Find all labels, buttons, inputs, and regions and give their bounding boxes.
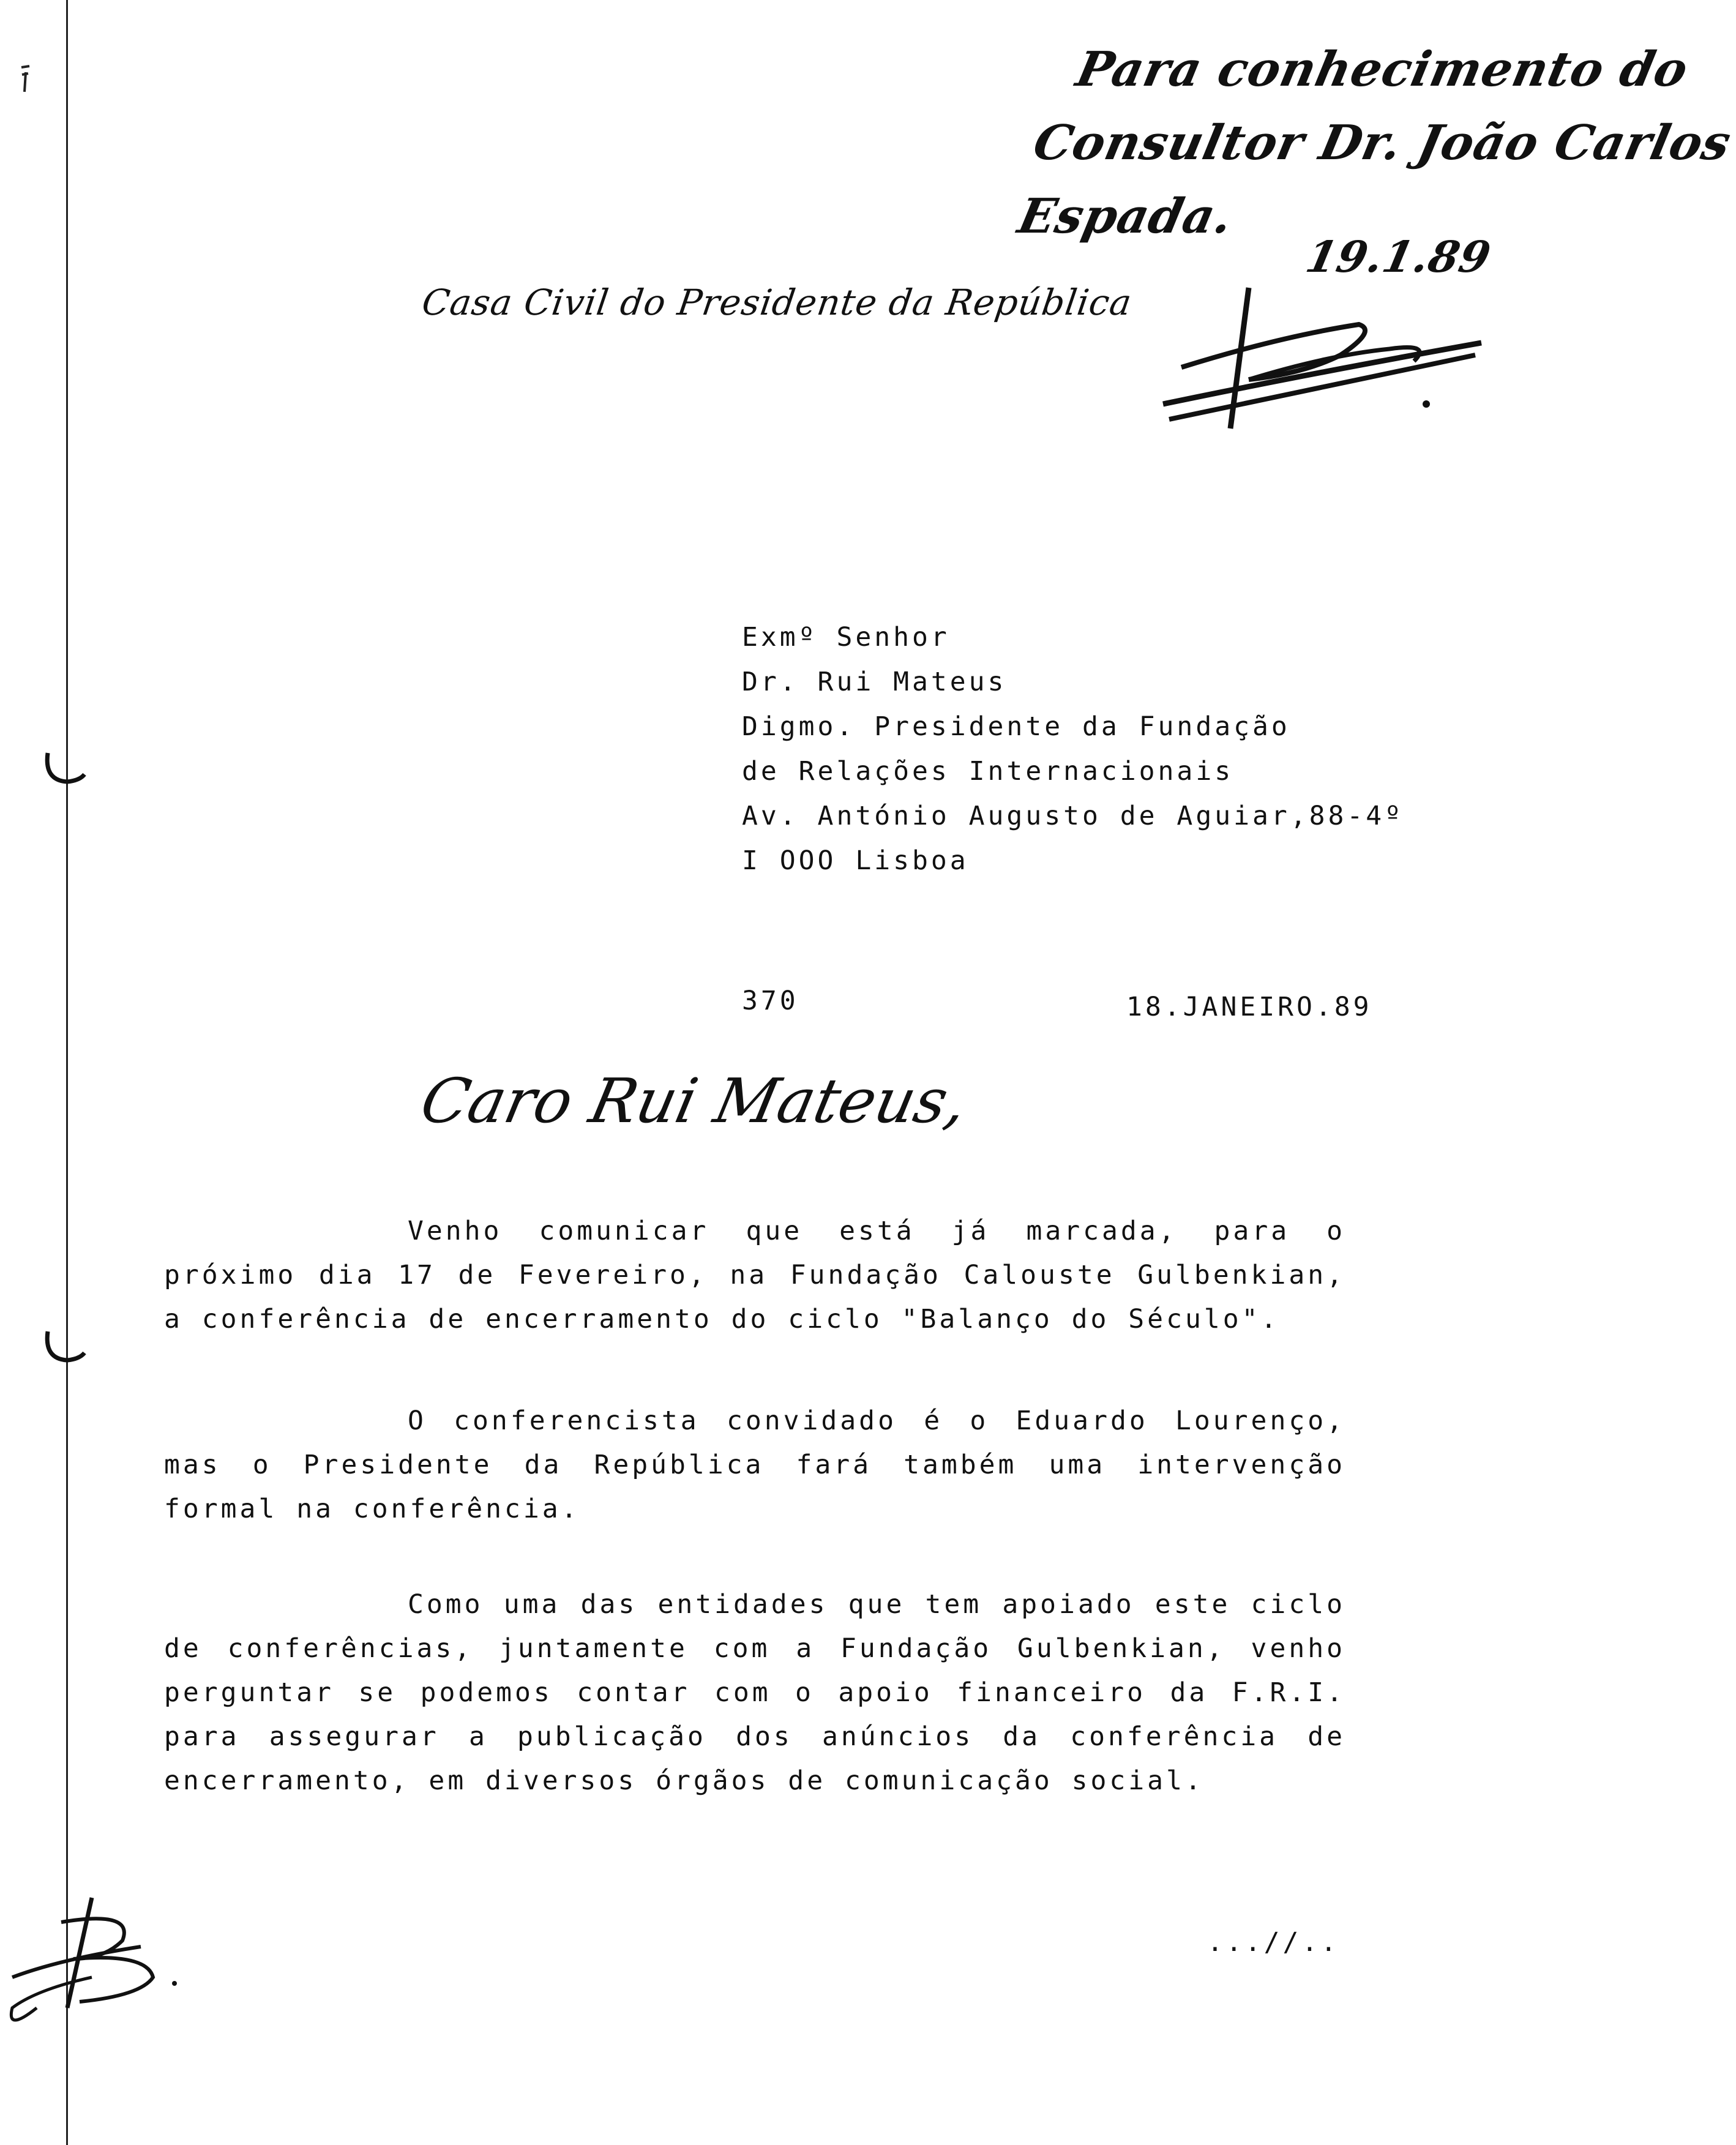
annotation-date: 19.1.89 bbox=[1301, 231, 1496, 282]
letterhead: Casa Civil do Presidente da República bbox=[419, 282, 1135, 323]
punch-hole-mark bbox=[43, 1328, 86, 1365]
address-line: Digmo. Presidente da Fundação bbox=[742, 711, 1290, 742]
salutation: Caro Rui Mateus, bbox=[414, 1065, 974, 1137]
address-line: Exmº Senhor bbox=[742, 622, 950, 653]
annotation-line: Para conhecimento do bbox=[1071, 42, 1693, 97]
initials-signature bbox=[0, 1885, 190, 2032]
annotation-line: Espada. bbox=[1013, 189, 1238, 244]
body-paragraph bbox=[164, 1582, 1345, 1803]
barroso-signature bbox=[1157, 275, 1487, 441]
paragraph-text: O conferencista convidado é o Eduardo Lourenço, mas o Presidente da República fará também uma intervenção formal na conferência. bbox=[164, 1406, 1345, 1524]
annotation-line: Consultor Dr. João Carlos bbox=[1028, 115, 1736, 171]
reference-number: 370 bbox=[742, 986, 799, 1016]
continuation-mark: ...//.. bbox=[1207, 1927, 1340, 1958]
address-line: I OOO Lisboa bbox=[742, 845, 969, 876]
binding-margin-line bbox=[66, 0, 68, 2145]
address-line: Dr. Rui Mateus bbox=[742, 667, 1007, 697]
recipient-address bbox=[742, 615, 1404, 883]
body-paragraph bbox=[164, 1209, 1345, 1341]
punch-hole-mark bbox=[43, 750, 86, 787]
body-paragraph bbox=[164, 1399, 1345, 1531]
address-line: de Relações Internacionais bbox=[742, 756, 1234, 787]
paragraph-text: Venho comunicar que está já marcada, para o próximo dia 17 de Fevereiro, na Fundação Calouste Gulbenkian, a conferência de encerramento do ciclo "Balanço do Século". bbox=[164, 1216, 1345, 1335]
paragraph-text: Como uma das entidades que tem apoiado este ciclo de conferências, juntamente com a Fundação Gulbenkian, venho perguntar se podemos contar com o apoio financeiro da F.R.I. para assegurar a publicação dos anúncios da conferência de encerramento, em diversos órgãos de comunicação social. bbox=[164, 1589, 1345, 1796]
address-line: Av. António Augusto de Aguiar,88-4º bbox=[742, 801, 1404, 831]
letter-date: 18.JANEIRO.89 bbox=[1126, 992, 1372, 1022]
corner-mark bbox=[18, 61, 37, 98]
